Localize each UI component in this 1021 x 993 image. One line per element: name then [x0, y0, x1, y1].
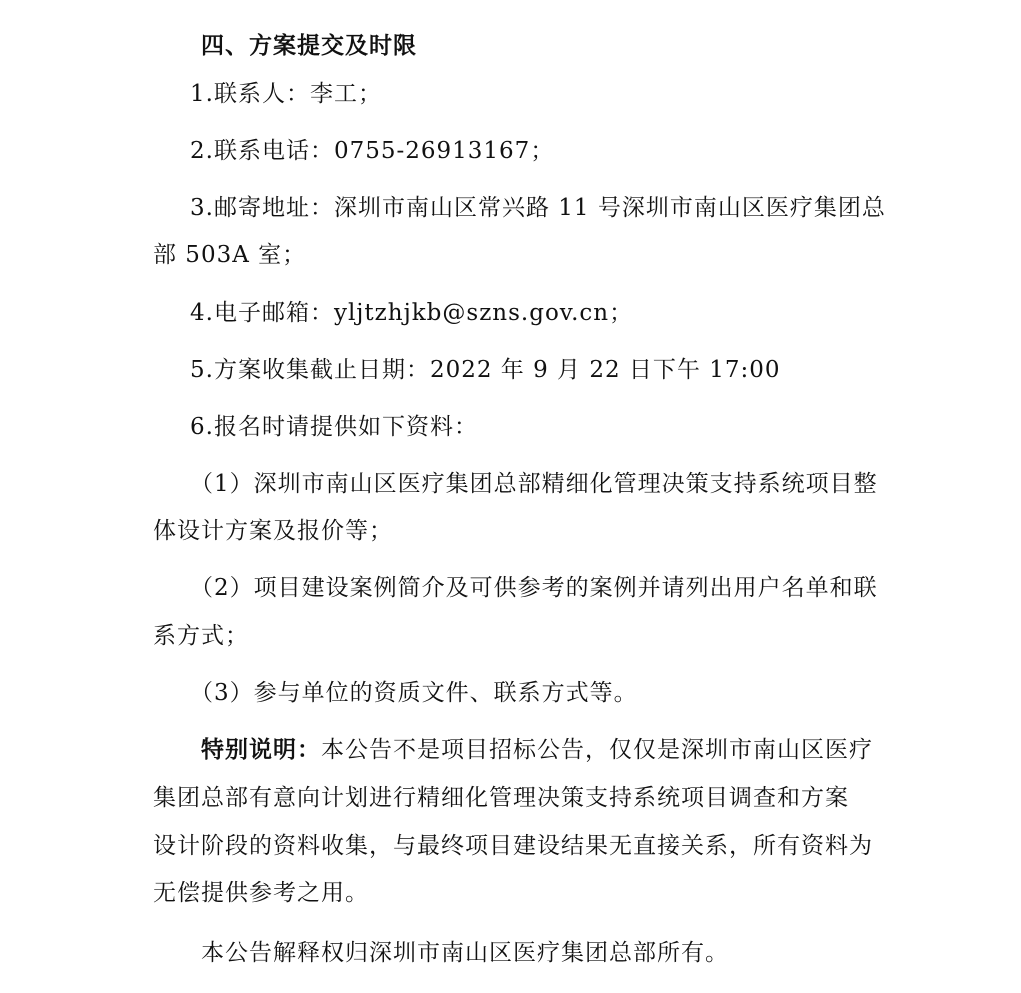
mailing-address-line-1: 3.邮寄地址：深圳市南山区常兴路 11 号深圳市南山区医疗集团总 [190, 195, 886, 221]
email-address: 4.电子邮箱：yljtzhjkb@szns.gov.cn； [190, 300, 634, 326]
special-note-line-1 [201, 735, 873, 765]
material-1-line-1: （1）深圳市南山区医疗集团总部精细化管理决策支持系统项目整 [190, 471, 878, 497]
interpretation-statement: 本公告解释权归深圳市南山区医疗集团总部所有。 [201, 940, 729, 966]
mailing-address-line-2: 部 503A 室； [153, 242, 307, 268]
material-2-line-1: （2）项目建设案例简介及可供参考的案例并请列出用户名单和联 [190, 575, 878, 601]
materials-intro: 6.报名时请提供如下资料： [190, 414, 478, 440]
special-note-line-2: 集团总部有意向计划进行精细化管理决策支持系统项目调查和方案 [153, 785, 849, 811]
material-2-line-2: 系方式； [153, 623, 249, 649]
special-note-label: 特别说明： [201, 736, 321, 763]
submission-deadline: 5.方案收集截止日期：2022 年 9 月 22 日下午 17:00 [190, 357, 781, 383]
special-note-line-3: 设计阶段的资料收集，与最终项目建设结果无直接关系，所有资料为 [153, 833, 873, 859]
section-heading: 四、方案提交及时限 [201, 32, 417, 59]
special-note-text-1: 本公告不是项目招标公告，仅仅是深圳市南山区医疗 [321, 737, 873, 763]
material-3: （3）参与单位的资质文件、联系方式等。 [190, 680, 638, 706]
material-1-line-2: 体设计方案及报价等； [153, 518, 393, 544]
special-note-line-4: 无偿提供参考之用。 [153, 880, 369, 906]
contact-person: 1.联系人：李工； [190, 81, 382, 107]
contact-phone: 2.联系电话：0755-26913167； [190, 138, 555, 164]
